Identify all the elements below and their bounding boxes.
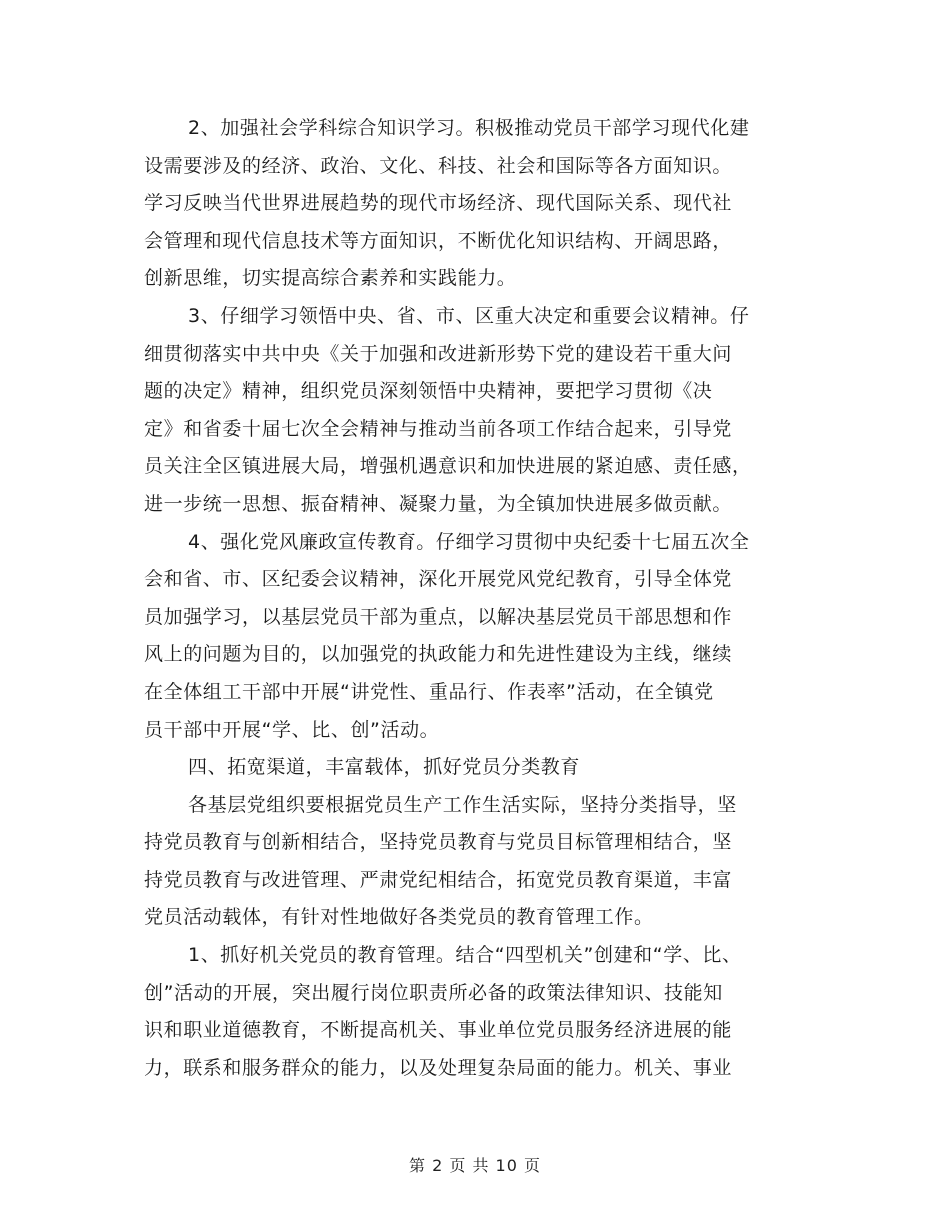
text-line: 力，联系和服务群众的能力，以及处理复杂局面的能力。机关、事业 — [144, 1056, 733, 1079]
text-line: 设需要涉及的经济、政治、文化、科技、社会和国际等各方面知识。 — [144, 154, 733, 177]
text-line: 员关注全区镇进展大局，增强机遇意识和加快进展的紧迫感、责任感， — [144, 455, 752, 478]
text-line: 1、抓好机关党员的教育管理。结合“四型机关”创建和“学、比、 — [188, 944, 742, 967]
section-heading: 四、拓宽渠道，丰富载体，抓好党员分类教育 — [188, 756, 581, 779]
text-line: 各基层党组织要根据党员生产工作生活实际，坚持分类指导，坚 — [188, 793, 737, 816]
text-line: 会管理和现代信息技术等方面知识，不断优化知识结构、开阔思路， — [144, 229, 733, 252]
text-line: 3、仔细学习领悟中央、省、市、区重大决定和重要会议精神。仔 — [188, 304, 750, 327]
text-line: 创新思维，切实提高综合素养和实践能力。 — [144, 267, 517, 290]
text-line: 题的决定》精神，组织党员深刻领悟中央精神，要把学习贯彻《决 — [144, 380, 713, 403]
text-line: 员加强学习，以基层党员干部为重点，以解决基层党员干部思想和作 — [144, 605, 733, 628]
document-body — [144, 110, 824, 1087]
text-line: 学习反映当代世界进展趋势的现代市场经济、现代国际关系、现代社 — [144, 192, 733, 215]
text-line: 进一步统一思想、振奋精神、凝聚力量，为全镇加快进展多做贡献。 — [144, 492, 733, 515]
page-number-footer: 第 2 页 共 10 页 — [409, 1156, 541, 1175]
text-line: 2、加强社会学科综合知识学习。积极推动党员干部学习现代化建 — [188, 117, 750, 139]
text-line: 持党员教育与创新相结合，坚持党员教育与党员目标管理相结合，坚 — [144, 831, 733, 854]
text-line: 持党员教育与改进管理、严肃党纪相结合，拓宽党员教育渠道，丰富 — [144, 868, 733, 891]
text-line: 党员活动载体，有针对性地做好各类党员的教育管理工作。 — [144, 906, 654, 929]
text-line: 识和职业道德教育，不断提高机关、事业单位党员服务经济进展的能 — [144, 1019, 733, 1042]
text-line: 创”活动的开展，突出履行岗位职责所必备的政策法律知识、技能知 — [144, 981, 723, 1004]
text-line: 定》和省委十届七次全会精神与推动当前各项工作结合起来，引导党 — [144, 417, 733, 440]
text-line: 员干部中开展“学、比、创”活动。 — [144, 718, 440, 741]
text-line: 会和省、市、区纪委会议精神，深化开展党风党纪教育，引导全体党 — [144, 568, 733, 591]
text-line: 4、强化党风廉政宣传教育。仔细学习贯彻中央纪委十七届五次全 — [188, 530, 750, 553]
text-line: 在全体组工干部中开展“讲党性、重品行、作表率”活动，在全镇党 — [144, 680, 714, 703]
text-line: 风上的问题为目的，以加强党的执政能力和先进性建设为主线，继续 — [144, 643, 733, 666]
text-line: 细贯彻落实中共中央《关于加强和改进新形势下党的建设若干重大问 — [144, 342, 733, 365]
